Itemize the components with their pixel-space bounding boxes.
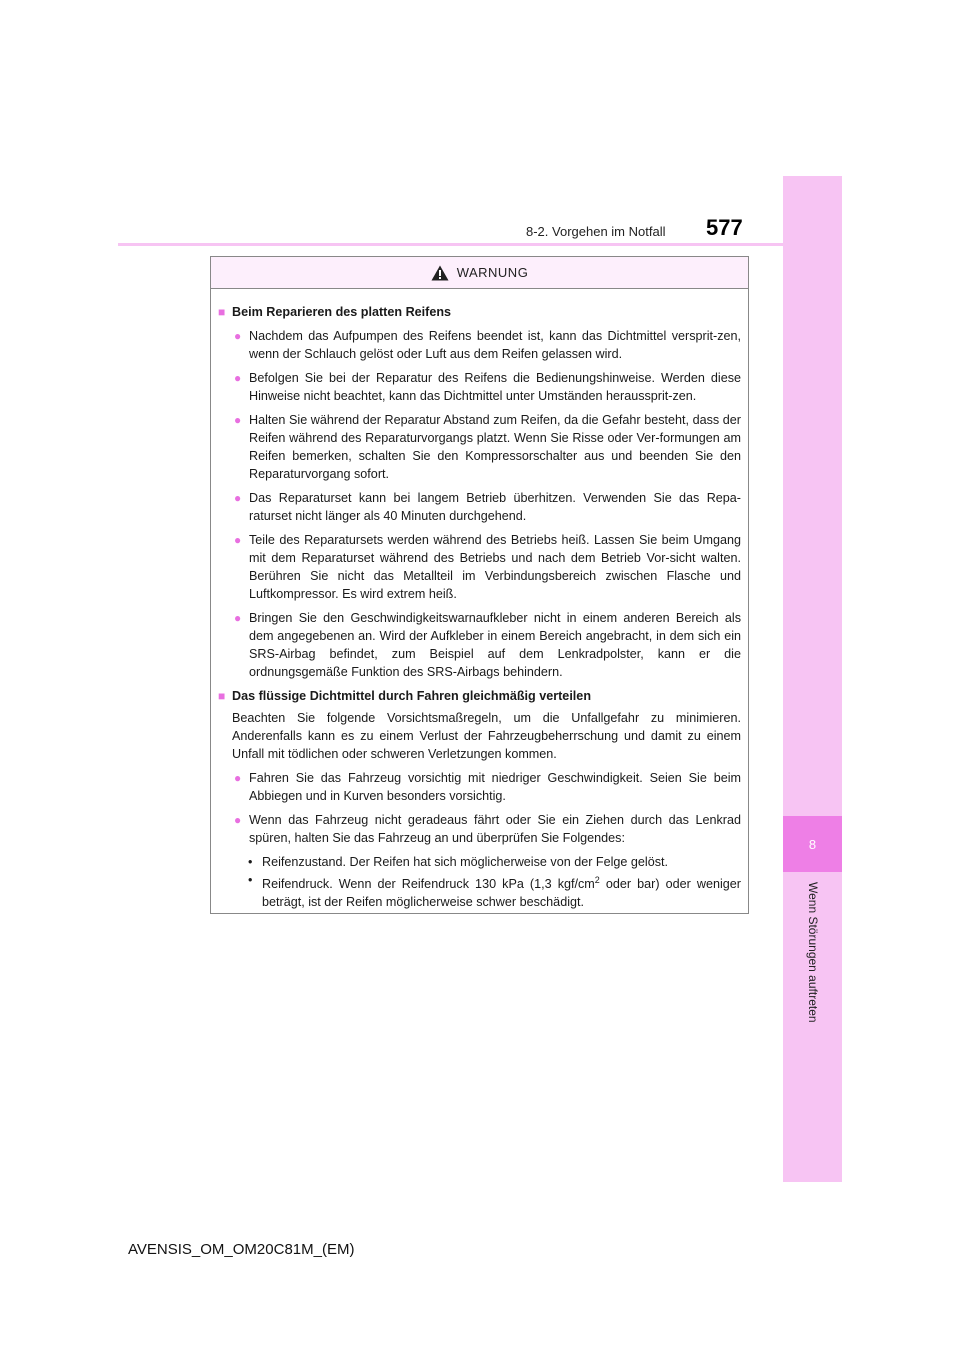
circle-bullet-icon: ● (234, 371, 242, 385)
circle-bullet-icon: ● (234, 491, 242, 505)
list-item: ● Bringen Sie den Geschwindigkeitswarnaufkleber nicht in einem anderen Bereich als dem angegebenen an. Wird der Aufkleber in einem Bereich angebracht, in dem sich ein SRS-Airbag befindet, zum Beispiel auf dem Lenkradpolster, kann er die ordnungsgemäße Funktion des SRS-Airbags behindern. (234, 611, 741, 679)
warning-header (211, 257, 748, 289)
circle-bullet-icon: ● (234, 413, 242, 427)
list-item: ● Wenn das Fahrzeug nicht geradeaus fährt oder Sie ein Ziehen durch das Lenkrad spüren, halten Sie das Fahrzeug an und überprüfen Sie Folgendes: (234, 813, 741, 845)
list-item: ● Fahren Sie das Fahrzeug vorsichtig mit niedriger Geschwindigkeit. Seien Sie beim Abbiegen und in Kurven besonders vorsichtig. (234, 771, 741, 803)
list-item: ● Befolgen Sie bei der Reparatur des Reifens die Bedienungshinweise. Werden diese Hinweise nicht beachtet, kann das Dichtmittel unter Umständen heraussprit-zen. (234, 371, 741, 403)
warning-box (210, 256, 749, 914)
chapter-number: 8 (783, 816, 842, 872)
circle-bullet-icon: ● (234, 611, 242, 625)
square-bullet-icon: ■ (218, 689, 226, 703)
list-item: ● Halten Sie während der Reparatur Abstand zum Reifen, da die Gefahr besteht, dass der Reifen während des Reparaturvorgangs platzt. Wenn Sie Risse oder Ver-formungen am Reifen bemerken, schalten Sie den Kompressorschalter aus und beenden Sie den Reparaturvorgang sofort. (234, 413, 741, 481)
circle-bullet-icon: ● (234, 813, 242, 827)
list-item: ● Das Reparaturset kann bei langem Betrieb überhitzen. Verwenden Sie das Repa-raturset nicht länger als 40 Minuten durchgehend. (234, 491, 741, 523)
document-code: AVENSIS_OM_OM20C81M_(EM) (128, 1241, 355, 1258)
sub-list-item: • Reifendruck. Wenn der Reifendruck 130 kPa (1,3 kgf/$cm^2$ oder bar) oder weniger beträgt, ist der Reifen möglicherweise schwer beschädigt. (248, 873, 741, 910)
section-intro: Beachten Sie folgende Vorsichtsmaßregeln, um die Unfallgefahr zu minimieren. Anderenfalls kann es zu einem Verlust der Fahrzeugbeherrschung und damit zu einem Unfall mit tödlichen oder schweren Verletzungen kommen. (232, 711, 741, 761)
chapter-title: Wenn Störungen auftreten (806, 882, 820, 1023)
circle-bullet-icon: ● (234, 533, 242, 547)
square-bullet-icon: ■ (218, 305, 226, 319)
section-heading: 8-2. Vorgehen im Notfall (526, 224, 666, 239)
list-item: ● Nachdem das Aufpumpen des Reifens beendet ist, kann das Dichtmittel versprit-zen, wenn der Schlauch gelöst oder Luft aus dem Reifen gelassen wird. (234, 329, 741, 361)
section-title-sealant: ■ Das flüssige Dichtmittel durch Fahren gleichmäßig verteilen (218, 689, 592, 703)
circle-bullet-icon: ● (234, 329, 242, 343)
warning-title: WARNUNG (456, 265, 529, 280)
warning-content (211, 289, 748, 911)
circle-bullet-icon: ● (234, 771, 242, 785)
section-title-repair: ■ Beim Reparieren des platten Reifens (218, 305, 452, 319)
sub-list-item: • Reifenzustand. Der Reifen hat sich möglicherweise von der Felge gelöst. (248, 855, 669, 869)
header-divider (118, 243, 784, 246)
list-item: ● Teile des Reparatursets werden während des Betriebs heiß. Lassen Sie beim Umgang mit dem Reparaturset während des Betriebs und nach dem Betrieb Vor-sicht walten. Berühren Sie nicht das Metallteil im Verbindungsbereich zwischen Flasche und Luftkompressor. Es wird extrem heiß. (234, 533, 741, 601)
page-number: 577 (706, 215, 743, 240)
warning-triangle-icon (431, 265, 449, 281)
